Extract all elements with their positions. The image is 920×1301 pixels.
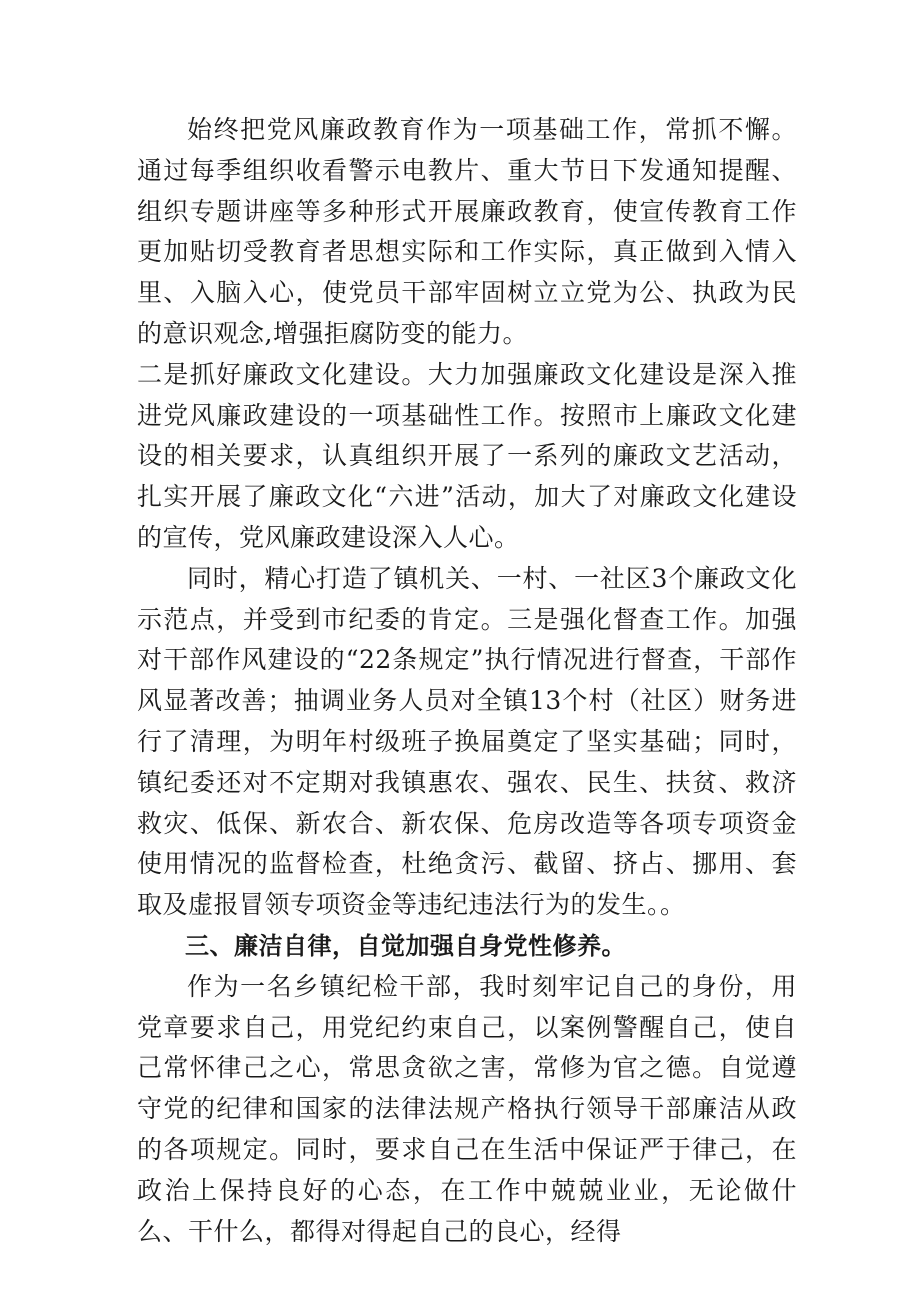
document-body	[137, 110, 797, 1252]
paragraph-supervision: 同时，精心打造了镇机关、一村、一社区3个廉政文化示范点，并受到市纪委的肯定。三是强化督查工作。加强对干部作风建设的“22条规定”执行情况进行督查，干部作风显著改善；抽调业务人员对全镇13个村（社区）财务进行了清理，为明年村级班子换届奠定了坚实基础；同时，镇纪委还对不定期对我镇惠农、强农、民生、扶贫、救济救灾、低保、新农合、新农保、危房改造等各项专项资金使用情况的监督检查，杜绝贪污、截留、挤占、挪用、套取及虚报冒领专项资金等违纪违法行为的发生。。	[137, 563, 797, 920]
paragraph-culture: 二是抓好廉政文化建设。大力加强廉政文化建设是深入推进党风廉政建设的一项基础性工作。按照市上廉政文化建设的相关要求，认真组织开展了一系列的廉政文艺活动，扎实开展了廉政文化“六进”活动，加大了对廉政文化建设的宣传，党风廉政建设深入人心。	[137, 359, 797, 552]
section-heading: 三、廉洁自律，自觉加强自身党性修养。	[185, 931, 626, 960]
paragraph-self-discipline: 作为一名乡镇纪检干部，我时刻牢记自己的身份，用党章要求自己，用党纪约束自己，以案例警醒自己，使自己常怀律己之心，常思贪欲之害，常修为官之德。自觉遵守党的纪律和国家的法律法规产格执行领导干部廉洁从政的各项规定。同时，要求自己在生活中保证严于律己，在政治上保持良好的心态，在工作中兢兢业业，无论做什么、干什么，都得对得起自己的良心，经得	[137, 971, 797, 1246]
paragraph-education: 始终把党风廉政教育作为一项基础工作，常抓不懈。通过每季组织收看警示电教片、重大节日下发通知提醒、组织专题讲座等多种形式开展廉政教育，使宣传教育工作更加贴切受教育者思想实际和工作实际，真正做到入情入里、入脑入心，使党员干部牢固树立立党为公、执政为民的意识观念,增强拒腐防变的能力。	[137, 115, 797, 348]
